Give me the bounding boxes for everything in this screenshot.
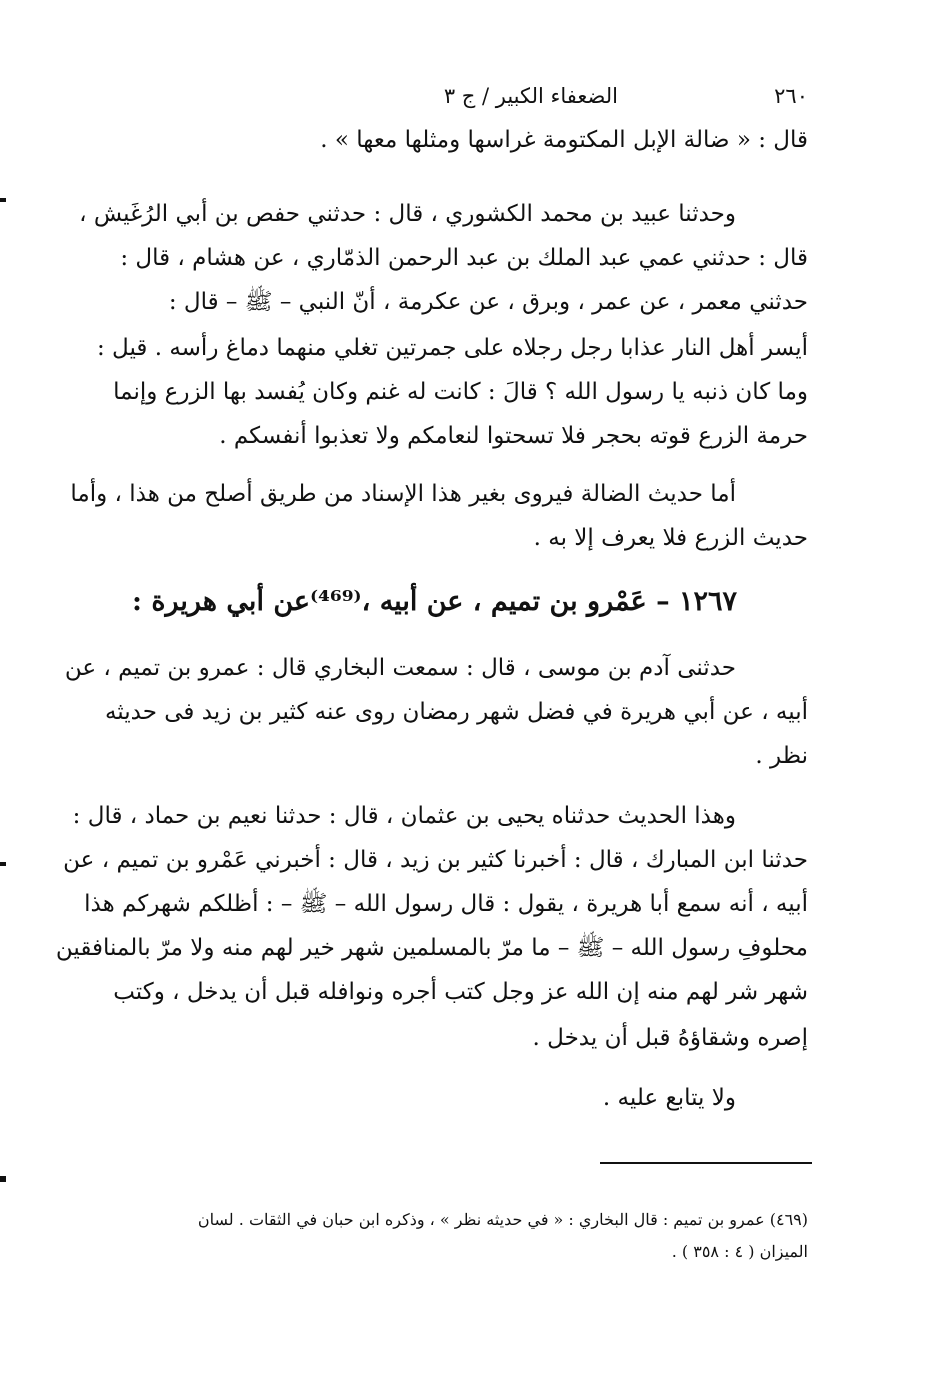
text-line: وهذا الحديث حدثناه يحيى بن عثمان ، قال : حدثنا نعيم بن حماد ، قال : bbox=[72, 803, 736, 829]
text-line: حديث الزرع فلا يعرف إلا به . bbox=[533, 525, 808, 551]
page-number: ٢٦٠ bbox=[774, 84, 808, 108]
text-line: وما كان ذنبه يا رسول الله ؟ قالَ : كانت له غنم وكان يُفسد بها الزرع وإنما bbox=[113, 379, 808, 405]
running-title: الضعفاء الكبير / ج ٣ bbox=[443, 84, 618, 108]
text-line: قال : « ضالة الإبل المكتومة غراسها ومثلها معها » . bbox=[320, 127, 808, 153]
text-line: حدثني معمر ، عن عمر ، وبرق ، عن عكرمة ، أنّ النبي – ﷺ – قال : bbox=[168, 289, 808, 315]
text-line: ولا يتابع عليه . bbox=[602, 1085, 736, 1111]
text-line: حرمة الزرع قوته بحجر فلا تسحتوا لنعامكم ولا تعذبوا أنفسكم . bbox=[219, 423, 808, 449]
text-line: أيسر أهل النار عذابا رجل رجلاه على جمرتين تغلي منهما دماغ رأسه . قيل : bbox=[96, 335, 808, 361]
scan-edge-mark bbox=[0, 1176, 6, 1182]
text-line: أبيه ، عن أبي هريرة في فضل شهر رمضان روى عنه كثير بن زيد فى حديثه bbox=[104, 699, 808, 725]
text-line: وحدثنا عبيد بن محمد الكشوري ، قال : حدثني حفص بن أبي الرُغَيش ، bbox=[79, 201, 736, 227]
text-line: إصره وشقاؤهُ قبل أن يدخل . bbox=[532, 1025, 808, 1051]
text-line: حدثنى آدم بن موسى ، قال : سمعت البخاري قال : عمرو بن تميم ، عن bbox=[64, 655, 736, 681]
entry-heading: ١٢٦٧ – عَمْرو بن تميم ، عن أبيه ،⁽⁴⁶⁹⁾عن أبي هريرة : bbox=[131, 586, 737, 617]
text-line: قال : حدثني عمي عبد الملك بن عبد الرحمن الذمّاري ، عن هشام ، قال : bbox=[120, 245, 808, 271]
text-line: أبيه ، أنه سمع أبا هريرة ، يقول : قال رسول الله – ﷺ – : أظلكم شهركم هذا bbox=[84, 891, 808, 917]
footnote-separator bbox=[600, 1162, 812, 1164]
text-line: محلوفِ رسول الله – ﷺ – ما مرّ بالمسلمين شهر خير لهم منه ولا مرّ بالمنافقين bbox=[55, 935, 808, 961]
text-line: شهر شر لهم منه إن الله عز وجل كتب أجره ونوافله قبل أن يدخل ، وكتب bbox=[113, 979, 808, 1005]
text-line: نظر . bbox=[755, 743, 808, 769]
footnote-line: الميزان ( ٤ : ٣٥٨ ) . bbox=[671, 1242, 808, 1261]
text-line: أما حديث الضالة فيروى بغير هذا الإسناد من طريق أصلح من هذا ، وأما bbox=[70, 481, 736, 507]
text-line: حدثنا ابن المبارك ، قال : أخبرنا كثير بن زيد ، قال : أخبرني عَمْرو بن تميم ، عن bbox=[63, 847, 808, 873]
footnote-line: (٤٦٩) عمرو بن تميم : قال البخاري : « في حديثه نظر » ، وذكره ابن حبان في الثقات . لسان bbox=[197, 1210, 808, 1229]
scan-edge-mark bbox=[0, 862, 6, 866]
scan-edge-mark bbox=[0, 198, 6, 202]
